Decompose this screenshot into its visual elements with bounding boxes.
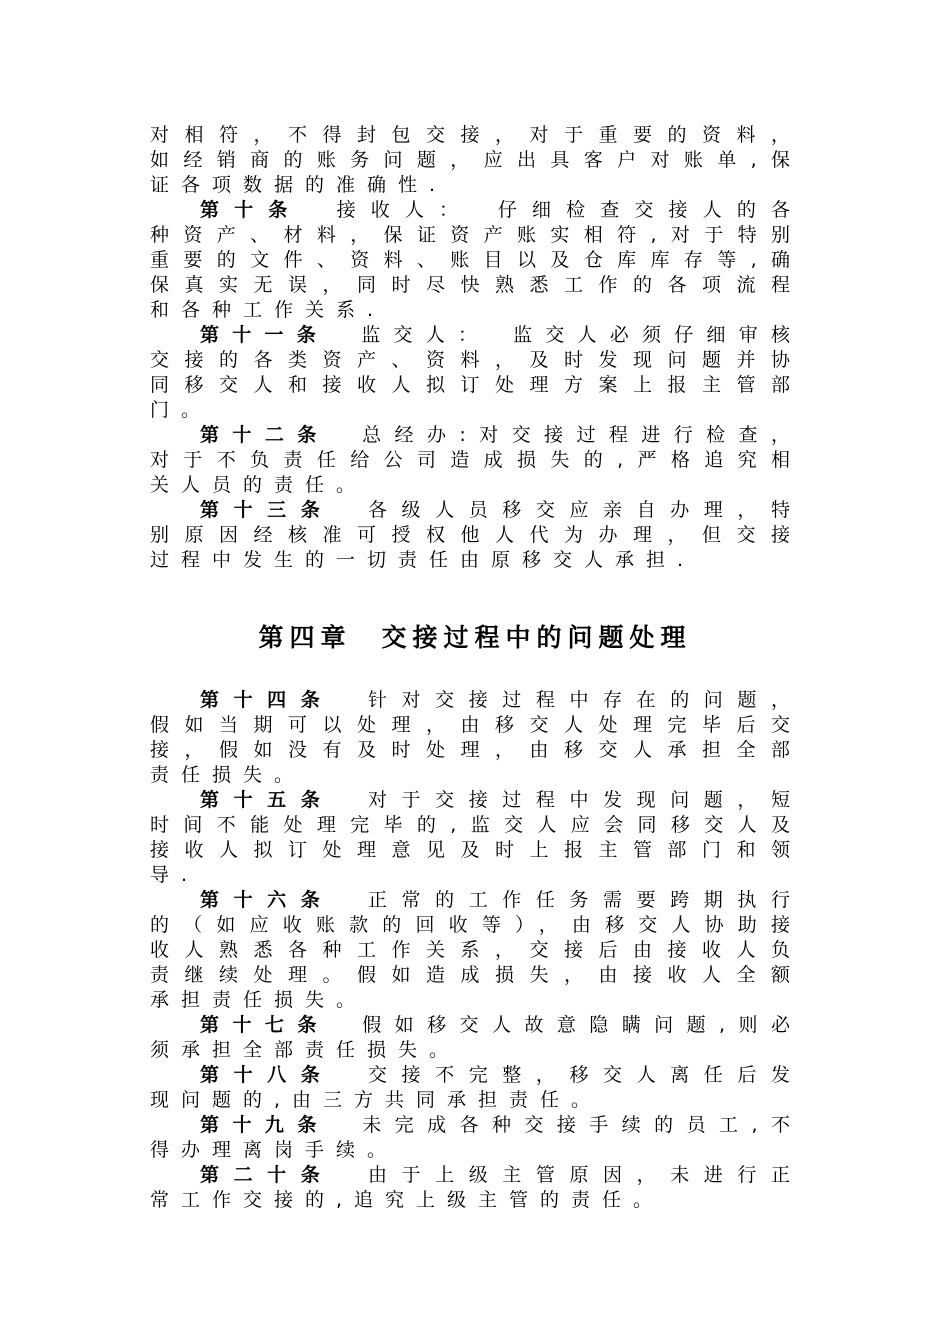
text-line: 假如当期可以处理，由移交人处理完毕后交	[150, 714, 790, 736]
article-10-number: 第十条	[200, 199, 303, 221]
article-17-first-line: 第十七条 假如移交人故意隐瞒问题,则必	[200, 1014, 790, 1036]
article-13-number: 第十三条	[200, 499, 335, 521]
article-19-first-line: 第十九条 未完成各种交接手续的员工,不	[200, 1114, 790, 1136]
article-17-number: 第十七条	[200, 1014, 330, 1036]
article-16-number: 第十六条	[200, 889, 335, 911]
article-19-number: 第十九条	[200, 1114, 330, 1136]
text-line: 关人员的责任。	[150, 474, 368, 496]
article-18-first-line: 第十八条 交接不完整，移交人离任后发	[200, 1064, 790, 1086]
text-line: 同移交人和接收人拟订处理方案上报主管部	[150, 374, 790, 396]
text-line: 导.	[150, 864, 200, 886]
text-line: 现问题的,由三方共同承担责任。	[150, 1089, 603, 1111]
text-line: 对于不负责任给公司造成损失的,严格追究相	[150, 449, 790, 471]
chapter-heading	[0, 618, 950, 658]
article-14-first-line: 第十四条 针对交接过程中存在的问题，	[200, 689, 790, 711]
text-line: 须承担全部责任损失。	[150, 1039, 461, 1061]
text-line: 对相符，不得封包交接，对于重要的资料，	[150, 124, 790, 146]
text-line: 责继续处理。假如造成损失，由接收人全额	[150, 964, 790, 986]
chapter-title: 交接过程中的问题处理	[381, 623, 692, 652]
text-line: 承担责任损失。	[150, 989, 368, 1011]
text-line: 时间不能处理完毕的,监交人应会同移交人及	[150, 814, 790, 836]
text-line: 过程中发生的一切责任由原移交人承担.	[150, 549, 696, 571]
text-line: 保真实无误，同时尽快熟悉工作的各项流程	[150, 274, 790, 296]
text-line: 得办理离岗手续。	[150, 1139, 399, 1161]
chapter-number: 第四章	[258, 623, 352, 652]
article-20-first-line: 第二十条 由于上级主管原因，未进行正	[200, 1164, 790, 1186]
article-18-number: 第十八条	[200, 1064, 335, 1086]
article-11-first-line: 第十一条 监交人： 监交人必须仔细审核	[200, 324, 790, 346]
text-line: 证各项数据的准确性.	[150, 174, 448, 196]
text-line: 门。	[150, 399, 213, 421]
text-line: 和各种工作关系.	[150, 299, 386, 321]
article-10-first-line: 第十条 接收人： 仔细检查交接人的各	[200, 199, 790, 221]
text-line: 交接的各类资产、资料，及时发现问题并协	[150, 349, 790, 371]
article-20-number: 第二十条	[200, 1164, 335, 1186]
text-line: 如经销商的账务问题，应出具客户对账单,保	[150, 149, 790, 171]
text-line: 别原因经核准可授权他人代为办理，但交接	[150, 524, 790, 546]
text-line: 接收人拟订处理意见及时上报主管部门和领	[150, 839, 790, 861]
article-14-number: 第十四条	[200, 689, 335, 711]
text-line: 常工作交接的,追究上级主管的责任。	[150, 1189, 665, 1211]
article-12-first-line: 第十二条 总经办:对交接过程进行检查，	[200, 424, 790, 446]
text-line: 重要的文件、资料、账目以及仓库库存等,确	[150, 249, 790, 271]
article-16-first-line: 第十六条 正常的工作任务需要跨期执行	[200, 889, 790, 911]
text-line: 种资产、材料，保证资产账实相符,对于特别	[150, 224, 790, 246]
article-15-number: 第十五条	[200, 789, 335, 811]
article-11-number: 第十一条	[200, 324, 329, 346]
text-line: 的（如应收账款的回收等），由移交人协助接	[150, 914, 790, 936]
article-13-first-line: 第十三条 各级人员移交应亲自办理，特	[200, 499, 790, 521]
text-line: 接，假如没有及时处理，由移交人承担全部	[150, 739, 790, 761]
text-line: 责任损失。	[150, 764, 306, 786]
article-15-first-line: 第十五条 对于交接过程中发现问题，短	[200, 789, 790, 811]
text-line: 收人熟悉各种工作关系，交接后由接收人负	[150, 939, 790, 961]
article-12-number: 第十二条	[200, 424, 330, 446]
